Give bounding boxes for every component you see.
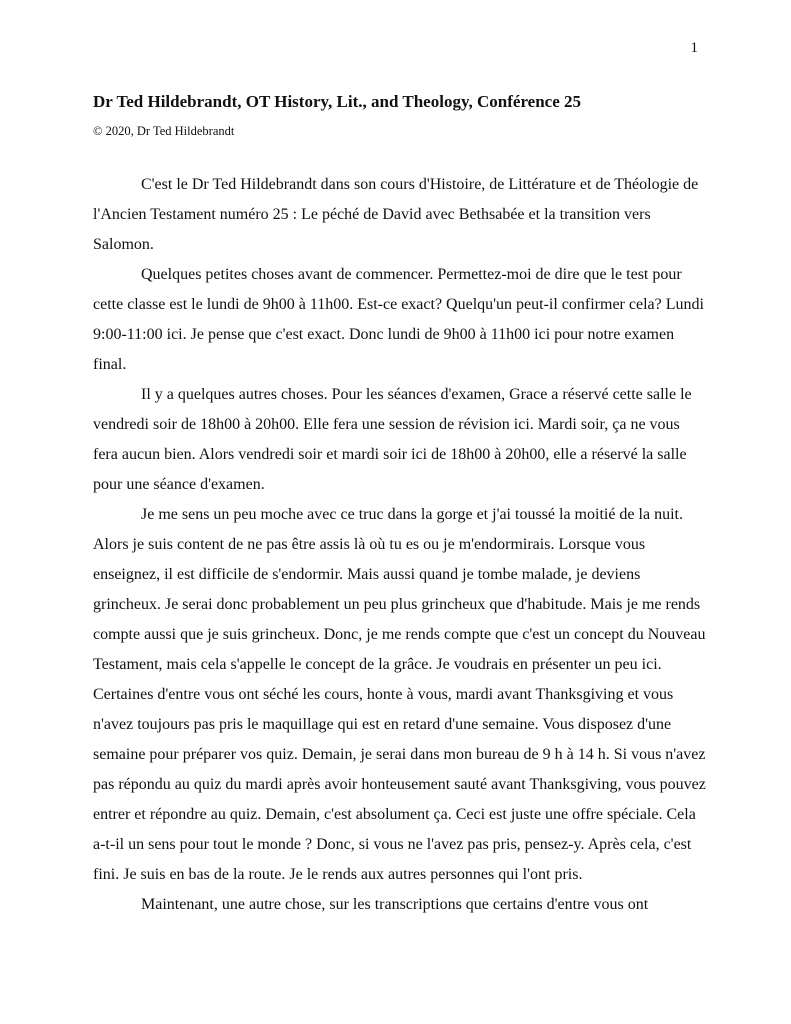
copyright-notice: © 2020, Dr Ted Hildebrandt xyxy=(93,124,235,138)
paragraph-exam-schedule: Quelques petites choses avant de commencer. Permettez-moi de dire que le test pour cette classe est le lundi de 9h00 à 11h00. Est-ce exact? Quelqu'un peut-il confirmer cela? Lundi 9:00-11:00 ici. Je pense que c'est exact. Donc lundi de 9h00 à 11h00 ici pour notre examen final. xyxy=(93,266,704,373)
page-number: 1 xyxy=(690,40,698,56)
paragraph-intro: C'est le Dr Ted Hildebrandt dans son cours d'Histoire, de Littérature et de Théologie de l'Ancien Testament numéro 25 : Le péché de David avec Bethsabée et la transition vers Salomon. xyxy=(93,176,699,253)
paragraph-review-sessions: Il y a quelques autres choses. Pour les séances d'examen, Grace a réservé cette salle le vendredi soir de 18h00 à 20h00. Elle fera une session de révision ici. Mardi soir, ça ne vous fera aucun bien. Alors vendredi soir et mardi soir ici de 18h00 à 20h00, elle a réservé la salle pour une séance d'examen. xyxy=(93,386,692,493)
paragraph-grace-concept: Je me sens un peu moche avec ce truc dans la gorge et j'ai toussé la moitié de la nuit. Alors je suis content de ne pas être assis là où tu es ou je m'endormirais. Lorsque vous enseignez, il est difficile de s'endormir. Mais aussi quand je tombe malade, je deviens grincheux. Je serai donc probablement un peu plus grincheux que d'habitude. Mais je me rends compte aussi que je suis grincheux. Donc, je me rends compte que c'est un concept du Nouveau Testament, mais cela s'appelle le concept de la grâce. Je voudrais en présenter un peu ici. Certaines d'entre vous ont séché les cours, honte à vous, mardi avant Thanksgiving et vous n'avez toujours pas pris le maquillage qui est en retard d'une semaine. Vous disposez d'une semaine pour préparer vos quiz. Demain, je serai dans mon bureau de 9 h à 14 h. Si vous n'avez pas répondu au quiz du mardi après avoir honteusement sauté avant Thanksgiving, vous pouvez entrer et répondre au quiz. Demain, c'est absolument ça. Ceci est juste une offre spéciale. Cela a-t-il un sens pour tout le monde ? Donc, si vous ne l'avez pas pris, pensez-y. Après cela, c'est fini. Je suis en bas de la route. Je le rends aux autres personnes qui l'ont pris. xyxy=(93,506,706,883)
document-body xyxy=(93,170,708,920)
paragraph-transcriptions: Maintenant, une autre chose, sur les transcriptions que certains d'entre vous ont xyxy=(141,896,649,913)
document-title: Dr Ted Hildebrandt, OT History, Lit., and Theology, Conférence 25 xyxy=(93,92,582,111)
